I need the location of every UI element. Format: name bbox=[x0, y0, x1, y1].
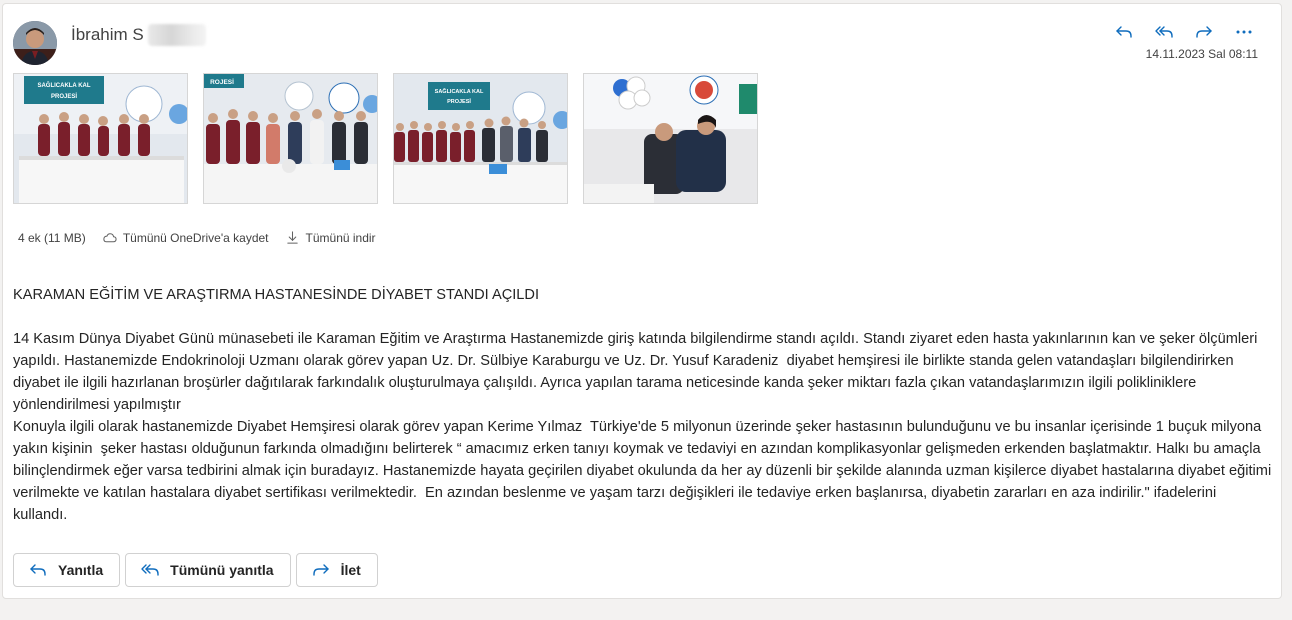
reply-all-icon bbox=[1154, 22, 1174, 42]
cloud-icon bbox=[102, 230, 117, 245]
attachment-thumbnails bbox=[13, 73, 758, 204]
banner-text-1: SAĞLICAKLA KAL bbox=[37, 83, 91, 89]
reply-all-label: Tümünü yanıtla bbox=[170, 562, 274, 578]
message-date: 14.11.2023 Sal 08:11 bbox=[1145, 47, 1258, 61]
message-card bbox=[2, 3, 1282, 599]
message-paragraph-1: 14 Kasım Dünya Diyabet Günü münasebeti ile Karaman Eğitim ve Araştırma Hastanemizde giriş katında bilgilendirme standı açıldı. Standı ziyaret eden hasta yakınlarının kan ve şeker ölçümleri yapıldı. Hastanemizde Endokrinoloji Uzmanı olarak görev yapan Uz. Dr. Sülbiye Karaburgu ve Uz. Dr. Yusuf Karadeniz diyabet hemşiresi ile birlikte standa gelen vatandaşları bilgilendirirken diyabet ile ilgili hazırlanan broşürler dağıtılarak farkındalık oluşturulmaya çalışıldı. Ayrıca yapılan tarama neticesinde kanda şeker miktarı fazla çıkan vatandaşlarımızın ilgili polikliniklere yönlendirilmesi yapılmıştır bbox=[13, 331, 1262, 413]
redacted-surname bbox=[148, 24, 206, 46]
reply-icon bbox=[1114, 22, 1134, 42]
reply-bottom-button[interactable] bbox=[13, 553, 120, 587]
attachment-image-3[interactable] bbox=[393, 73, 568, 204]
reply-all-bottom-button[interactable] bbox=[125, 553, 290, 587]
attachment-bar bbox=[18, 230, 376, 245]
forward-label: İlet bbox=[340, 562, 361, 578]
banner-subtext-3: PROJESİ bbox=[447, 99, 471, 105]
reply-icon bbox=[28, 560, 48, 580]
banner-text-2: ROJESİ bbox=[210, 79, 234, 86]
message-title: KARAMAN EĞİTİM VE ARAŞTIRMA HASTANESİNDE DİYABET STANDI AÇILDI bbox=[13, 287, 540, 303]
attachment-image-2[interactable] bbox=[203, 73, 378, 204]
save-all-onedrive-button[interactable] bbox=[102, 230, 269, 245]
sender-name[interactable] bbox=[71, 24, 206, 46]
forward-icon bbox=[1194, 22, 1214, 42]
download-all-label: Tümünü indir bbox=[305, 230, 376, 245]
sender-name-text: İbrahim S bbox=[71, 25, 144, 44]
reply-all-icon bbox=[140, 560, 160, 580]
attachment-image-1[interactable] bbox=[13, 73, 188, 204]
more-icon bbox=[1234, 22, 1254, 42]
forward-bottom-button[interactable] bbox=[296, 553, 378, 587]
reply-actions bbox=[13, 553, 378, 587]
message-actions bbox=[1107, 18, 1261, 46]
attachment-summary: 4 ek (11 MB) bbox=[18, 230, 86, 245]
message-body bbox=[13, 284, 1276, 526]
reply-all-button[interactable] bbox=[1147, 18, 1181, 46]
download-all-button[interactable] bbox=[285, 230, 376, 245]
forward-button[interactable] bbox=[1187, 18, 1221, 46]
more-actions-button[interactable] bbox=[1227, 18, 1261, 46]
download-icon bbox=[285, 230, 300, 245]
reply-label: Yanıtla bbox=[58, 562, 104, 578]
attachment-image-4[interactable] bbox=[583, 73, 758, 204]
save-all-onedrive-label: Tümünü OneDrive'a kaydet bbox=[122, 230, 269, 245]
avatar[interactable] bbox=[13, 21, 57, 65]
forward-icon bbox=[311, 560, 331, 580]
banner-subtext-1: PROJESİ bbox=[50, 94, 78, 100]
reply-button[interactable] bbox=[1107, 18, 1141, 46]
banner-text-3: SAĞLICAKLA KAL bbox=[434, 89, 484, 95]
message-paragraph-2: Konuyla ilgili olarak hastanemizde Diyabet Hemşiresi olarak görev yapan Kerime Yılmaz Türkiye'de 5 milyonun üzerinde şeker hastasının bulunduğunu ve bu insanlar içerisinde 1 buçuk milyona yakın kişinin şeker hastası olduğunun farkında olmadığını belirterek “ amacımız erken tanıyı koymak ve tedaviyi en azından komplikasyonlar gelişmeden erkenden başlatmaktır. Halkı bu amaçla bilinçlendirmek eğer varsa tedbirini almak için buradayız. Hastanemizde hayata geçirilen diyabet okulunda da her ay düzenli bir şekilde alanında uzman kişilerce diyabet hastalarına diyabet eğitimi verilmekte ve katılan hastalara diyabet sertifikası verilmektedir. En azından beslenme ve yaşam tarzı değişikleri ile tedaviye erken başlanırsa, diyabetin zararları en aza indirilir." ifadelerini kullandı. bbox=[13, 419, 1276, 523]
